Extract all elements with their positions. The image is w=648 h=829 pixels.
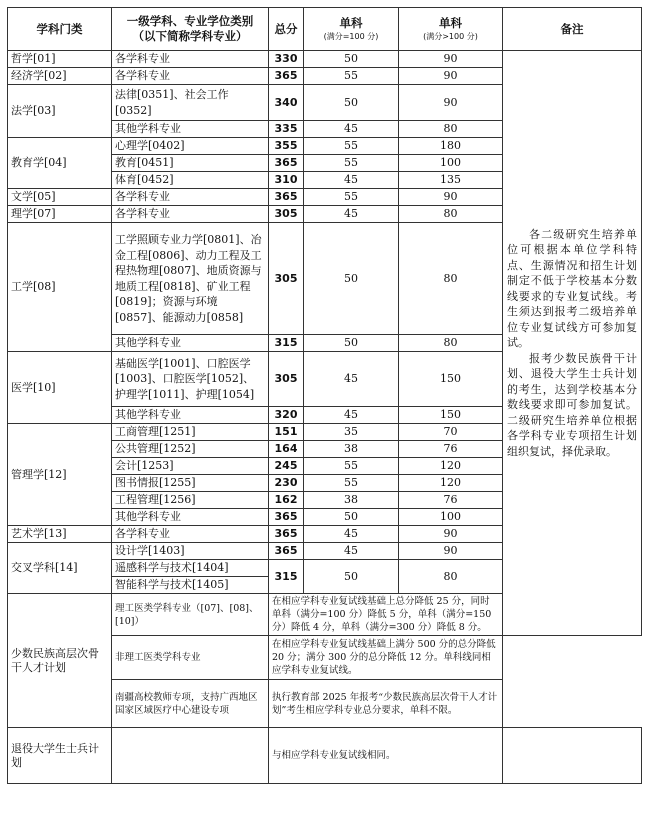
single-over-100-cell: 100 [399,509,503,526]
remark-paragraph: 报考少数民族骨干计划、退役大学生士兵计划的考生，达到学校基本分数线要求即可参加复试。二级研究生培养单位根据各学科专业专项招生计划组织复试，择优录取。 [507,351,637,458]
major-cell: 工学照顾专业力学[0801]、冶金工程[0806]、动力工程及工程热物理[0807]、地质资源与地质工程[0818]、矿业工程[0819]；资源与环境[0857]、能源动力[0858] [112,223,269,335]
single-over-100-cell: 120 [399,458,503,475]
single-100-cell: 55 [304,189,399,206]
single-100-cell: 55 [304,475,399,492]
single-100-cell: 55 [304,68,399,85]
single-100-cell: 35 [304,424,399,441]
total-cell: 365 [269,189,304,206]
major-cell: 基础医学[1001]、口腔医学[1003]、口腔医学[1052]、护理学[1011]、护理[1054] [112,352,269,407]
single-100-cell: 45 [304,172,399,189]
single-over-100-cell: 90 [399,526,503,543]
total-cell: 320 [269,407,304,424]
total-cell: 230 [269,475,304,492]
single-over-100-cell: 80 [399,121,503,138]
category-cell: 哲学[01] [8,51,112,68]
category-cell: 文学[05] [8,189,112,206]
header-single-over-100: 单科 (满分>100 分) [399,8,503,51]
single-over-100-cell: 80 [399,206,503,223]
category-cell: 退役大学生士兵计划 [8,728,112,784]
major-cell: 图书情报[1255] [112,475,269,492]
single-100-cell: 45 [304,352,399,407]
major-cell: 设计学[1403] [112,543,269,560]
major-cell: 心理学[0402] [112,138,269,155]
major-cell: 各学科专业 [112,68,269,85]
single-100-cell: 45 [304,526,399,543]
single-100-cell: 55 [304,155,399,172]
single-100-cell: 45 [304,407,399,424]
remark-cell-empty [503,728,642,784]
single-100-cell: 55 [304,458,399,475]
single-over-100-cell: 80 [399,335,503,352]
total-cell: 315 [269,560,304,594]
header-single-100: 单科 (满分=100 分) [304,8,399,51]
total-cell: 151 [269,424,304,441]
single-100-cell: 50 [304,560,399,594]
policy-cell: 执行教育部 2025 年报考“少数民族高层次骨干人才计划”考生相应学科专业总分要求，单科不限。 [269,680,503,728]
single-over-100-cell: 80 [399,560,503,594]
single-100-cell: 50 [304,335,399,352]
table-row [8,728,642,784]
single-over-100-cell: 90 [399,85,503,121]
single-over-100-cell: 70 [399,424,503,441]
category-cell: 少数民族高层次骨干人才计划 [8,594,112,728]
total-cell: 365 [269,526,304,543]
single-100-cell: 50 [304,509,399,526]
total-cell: 315 [269,335,304,352]
total-cell: 162 [269,492,304,509]
total-cell: 365 [269,509,304,526]
header-remark: 备注 [503,8,642,51]
single-over-100-cell: 120 [399,475,503,492]
single-100-cell: 45 [304,543,399,560]
major-cell: 各学科专业 [112,206,269,223]
single-100-cell: 50 [304,51,399,68]
category-cell: 医学[10] [8,352,112,424]
total-cell: 305 [269,352,304,407]
single-over-100-cell: 90 [399,543,503,560]
category-cell: 交叉学科[14] [8,543,112,594]
total-cell: 164 [269,441,304,458]
major-cell: 会计[1253] [112,458,269,475]
single-100-cell: 50 [304,85,399,121]
remark-cell [503,51,642,636]
major-cell: 理工医类学科专业（[07]、[08]、[10]） [112,594,269,636]
major-cell: 各学科专业 [112,51,269,68]
single-over-100-cell: 80 [399,223,503,335]
single-over-100-cell: 90 [399,68,503,85]
major-cell: 工商管理[1251] [112,424,269,441]
single-over-100-cell: 150 [399,407,503,424]
remark-paragraph: 各二级研究生培养单位可根据本单位学科特点、生源情况和招生计划制定不低于学校基本分数线要求的专业复试线。考生须达到报考二级培养单位专业复试线方可参加复试。 [507,227,637,350]
total-cell: 330 [269,51,304,68]
total-cell: 365 [269,543,304,560]
single-over-100-cell: 90 [399,51,503,68]
major-cell: 法律[0351]、社会工作[0352] [112,85,269,121]
single-over-100-cell: 135 [399,172,503,189]
total-cell: 365 [269,68,304,85]
category-cell: 教育学[04] [8,138,112,189]
single-100-cell: 45 [304,206,399,223]
major-cell: 其他学科专业 [112,121,269,138]
single-100-cell: 38 [304,441,399,458]
major-cell: 智能科学与技术[1405] [112,577,269,594]
policy-cell: 与相应学科专业复试线相同。 [269,728,503,784]
category-cell: 管理学[12] [8,424,112,526]
category-cell: 艺术学[13] [8,526,112,543]
category-cell: 工学[08] [8,223,112,352]
major-cell [112,728,269,784]
policy-cell: 在相应学科专业复试线基础上总分降低 25 分，同时单科（满分=100 分）降低 5 分，单科（满分=150 分）降低 4 分，单科（满分=300 分）降低 8 分。 [269,594,503,636]
category-cell: 法学[03] [8,85,112,138]
total-cell: 310 [269,172,304,189]
total-cell: 355 [269,138,304,155]
category-cell: 经济学[02] [8,68,112,85]
score-table [7,7,642,784]
total-cell: 245 [269,458,304,475]
major-cell: 教育[0451] [112,155,269,172]
major-cell: 非理工医类学科专业 [112,636,269,680]
single-over-100-cell: 180 [399,138,503,155]
single-100-cell: 50 [304,223,399,335]
major-cell: 其他学科专业 [112,335,269,352]
major-cell: 南疆高校教师专项，支持广西地区国家区域医疗中心建设专项 [112,680,269,728]
header-category: 学科门类 [8,8,112,51]
major-cell: 工程管理[1256] [112,492,269,509]
major-cell: 各学科专业 [112,526,269,543]
single-over-100-cell: 76 [399,441,503,458]
table-row [8,51,642,68]
total-cell: 335 [269,121,304,138]
total-cell: 365 [269,155,304,172]
major-cell: 其他学科专业 [112,407,269,424]
major-cell: 其他学科专业 [112,509,269,526]
category-cell: 理学[07] [8,206,112,223]
total-cell: 340 [269,85,304,121]
total-cell: 305 [269,223,304,335]
single-over-100-cell: 90 [399,189,503,206]
single-over-100-cell: 150 [399,352,503,407]
single-over-100-cell: 100 [399,155,503,172]
header-total: 总分 [269,8,304,51]
single-100-cell: 55 [304,138,399,155]
total-cell: 305 [269,206,304,223]
single-over-100-cell: 76 [399,492,503,509]
major-cell: 遥感科学与技术[1404] [112,560,269,577]
single-100-cell: 45 [304,121,399,138]
header-major: 一级学科、专业学位类别 （以下简称学科专业） [112,8,269,51]
policy-cell: 在相应学科专业复试线基础上满分 500 分的总分降低 20 分；满分 300 分的总分降低 12 分。单科线同相应学科专业复试线。 [269,636,503,680]
major-cell: 公共管理[1252] [112,441,269,458]
major-cell: 各学科专业 [112,189,269,206]
major-cell: 体育[0452] [112,172,269,189]
single-100-cell: 38 [304,492,399,509]
